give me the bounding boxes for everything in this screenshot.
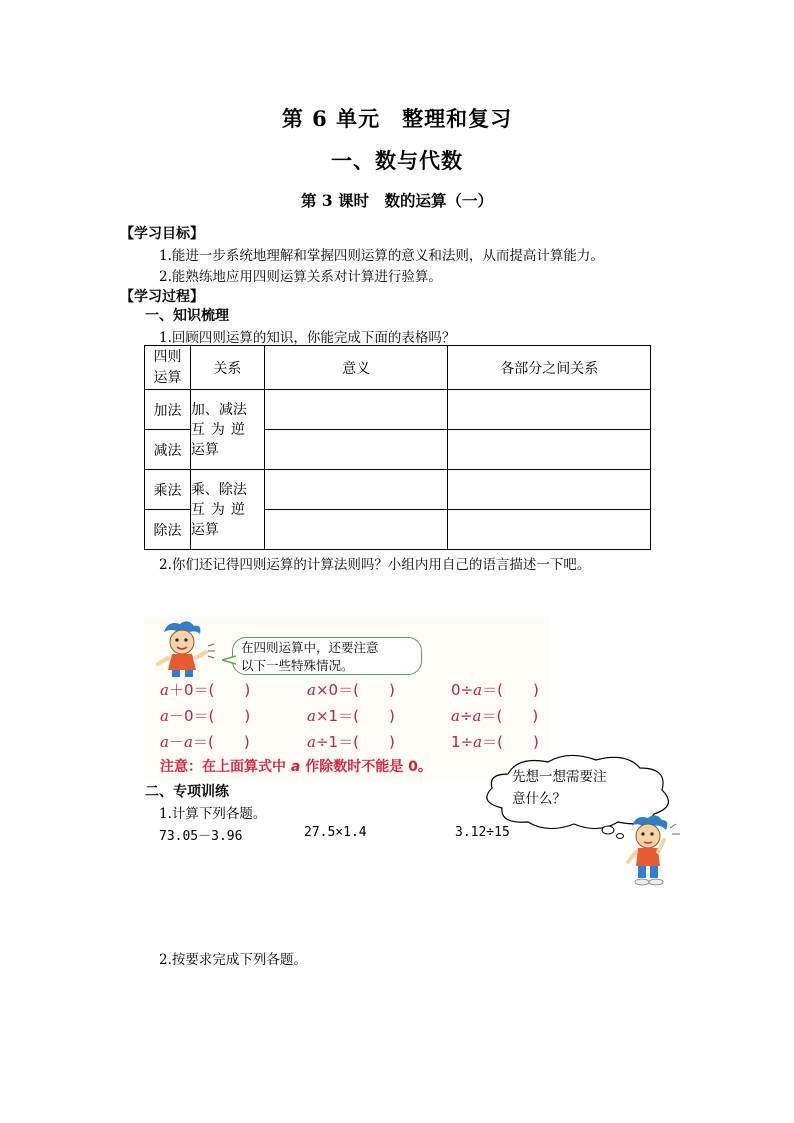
formula-r2-c2: a×1＝( ) (307, 707, 395, 725)
relation-add-sub-line3: 运算 (190, 441, 219, 458)
cloud-line-1: 先想一想需要注 (512, 769, 607, 785)
relation-mul-div-line2: 互为逆 (190, 501, 251, 518)
cloud-line-2: 意什么？ (512, 791, 566, 807)
formula-r1-c2: a×0＝( ) (307, 681, 395, 699)
formula-r1-c3: 0÷a＝( ) (451, 681, 539, 699)
relation-mul-div (190, 470, 264, 550)
operations-table (144, 345, 651, 550)
formula-r3-c2: a÷1＝( ) (307, 733, 395, 751)
speech-bubble (232, 637, 422, 675)
header-operation (145, 346, 191, 390)
formula-r1-c1: a＋0＝( ) (160, 681, 251, 699)
relation-mul-div-line1: 乘、除法 (190, 481, 247, 498)
unit-title: 第 6 单元 整理和复习 (281, 106, 513, 131)
cell-empty[interactable] (448, 470, 651, 510)
header-op-line1: 四则 (153, 348, 182, 365)
header-meaning: 意义 (264, 346, 448, 390)
question-1: 1.回顾四则运算的知识，你能完成下面的表格吗？ (159, 330, 456, 346)
cell-empty[interactable] (448, 510, 651, 550)
relation-add-sub-line1: 加、减法 (190, 401, 247, 418)
part1-heading: 一、知识梳理 (145, 308, 229, 324)
part2-question-2: 2.按要求完成下列各题。 (159, 952, 307, 968)
objective-item-1: 1.能进一步系统地理解和掌握四则运算的意义和法则，从而提高计算能力。 (159, 248, 604, 264)
bubble-line-2: 以下一些特殊情况。 (241, 658, 354, 673)
cell-empty[interactable] (448, 390, 651, 430)
part2-question-1: 1.计算下列各题。 (159, 806, 267, 822)
relation-add-sub-line2: 互为逆 (190, 421, 251, 438)
header-op-line2: 运算 (153, 369, 182, 386)
formula-r3-c3: 1÷a＝( ) (451, 733, 539, 751)
row-label-multiplication: 乘法 (145, 470, 191, 510)
cell-empty[interactable] (264, 470, 448, 510)
relation-mul-div-line3: 运算 (190, 521, 219, 538)
lesson-title: 第 3 课时 数的运算（一） (300, 191, 494, 210)
cell-empty[interactable] (264, 390, 448, 430)
header-part-relations: 各部分之间关系 (448, 346, 651, 390)
cell-empty[interactable] (448, 430, 651, 470)
question-2: 2.你们还记得四则运算的计算法则吗？小组内用自己的语言描述一下吧。 (159, 557, 591, 573)
exercise-2: 27.5×1.4 (304, 825, 367, 840)
bubble-line-1: 在四则运算中，还要注意 (241, 640, 379, 655)
objectives-heading: 【学习目标】 (120, 226, 204, 242)
section-title: 一、数与代数 (331, 148, 463, 173)
process-heading: 【学习过程】 (120, 289, 204, 305)
formula-r2-c3: a÷a＝( ) (451, 707, 539, 725)
exercise-1: 73.05－3.96 (159, 829, 243, 844)
cartoon-child-icon (150, 618, 220, 680)
note-text: 注意：在上面算式中 a 作除数时不能是 0。 (160, 759, 432, 775)
bubble-tail-icon (222, 654, 236, 666)
row-label-addition: 加法 (145, 390, 191, 430)
cartoon-child-thinking-icon (614, 812, 684, 888)
formula-r3-c1: a－a＝( ) (160, 733, 250, 751)
relation-add-sub (190, 390, 264, 470)
exercise-3: 3.12÷15 (455, 825, 510, 840)
cell-empty[interactable] (264, 430, 448, 470)
row-label-division: 除法 (145, 510, 191, 550)
objective-item-2: 2.能熟练地应用四则运算关系对计算进行验算。 (159, 269, 442, 285)
cell-empty[interactable] (264, 510, 448, 550)
header-relation: 关系 (190, 346, 264, 390)
row-label-subtraction: 减法 (145, 430, 191, 470)
formula-r2-c1: a－0＝( ) (160, 707, 251, 725)
part2-heading: 二、专项训练 (145, 784, 229, 800)
